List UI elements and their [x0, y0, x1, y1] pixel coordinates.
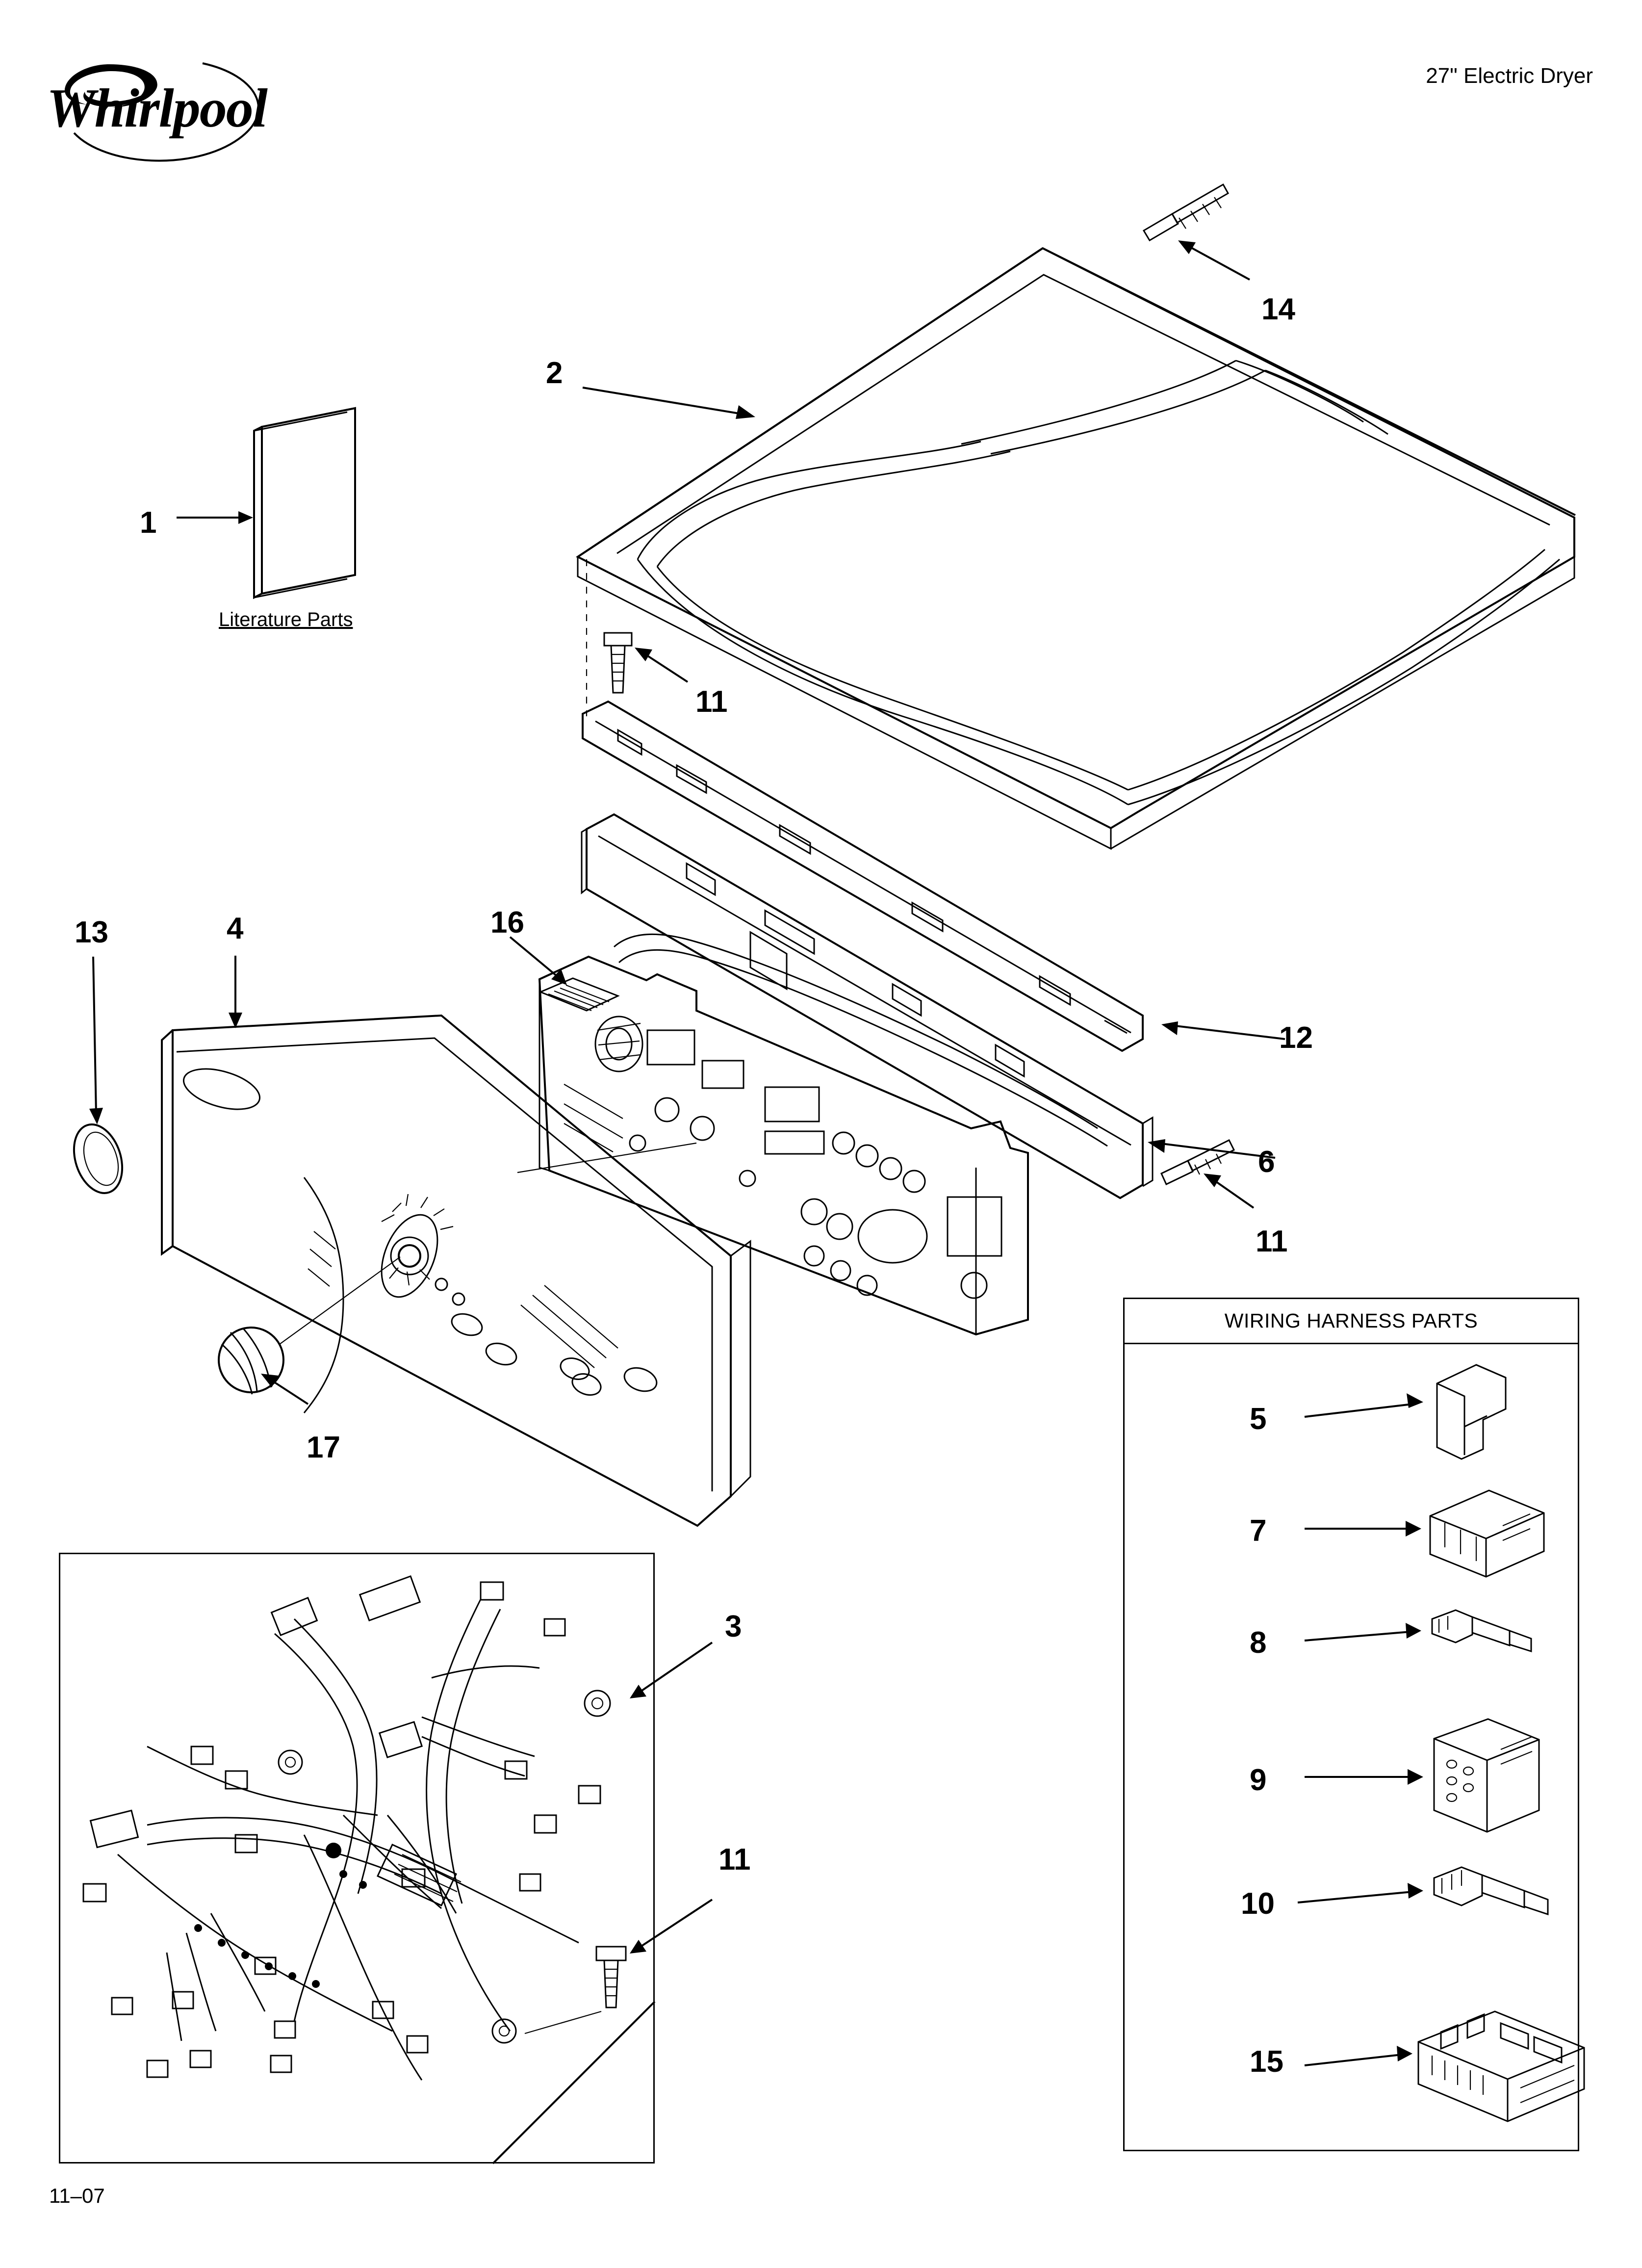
callout-3: 3: [725, 1610, 742, 1643]
wiring-harness-parts-box: [1123, 1298, 1579, 2151]
leader-16: [510, 937, 567, 985]
leader-1: [177, 511, 253, 524]
literature-parts-caption: Literature Parts: [219, 609, 353, 630]
callout-11-top: 11: [695, 685, 728, 719]
part-console-panel-4: [162, 1016, 750, 1526]
callout-1: 1: [140, 506, 157, 540]
callout-2: 2: [546, 356, 563, 390]
part-control-board-16: [539, 957, 1028, 1334]
callout-9: 9: [1250, 1763, 1267, 1797]
leader-4: [229, 956, 242, 1028]
leader-6: [1148, 1139, 1275, 1158]
callout-11-harness: 11: [718, 1843, 751, 1877]
footer-date: 11–07: [49, 2184, 105, 2207]
brand-wordmark: Whirlpool: [47, 78, 267, 139]
part-knob-17: [219, 1328, 283, 1394]
callout-10: 10: [1241, 1887, 1275, 1921]
part-screw-14: [1144, 184, 1228, 240]
callout-13: 13: [75, 915, 108, 949]
part-screw-11-top: [604, 633, 632, 693]
callout-17: 17: [307, 1431, 340, 1464]
part-console-base-6: [582, 814, 1153, 1198]
callout-15: 15: [1250, 2045, 1283, 2079]
leader-11-top: [635, 648, 688, 682]
leader-2: [583, 388, 755, 419]
leader-17: [261, 1374, 308, 1404]
whirlpool-logo: [47, 47, 360, 169]
wire-harness-box: [59, 1553, 655, 2164]
callout-16: 16: [490, 906, 524, 939]
leader-12: [1161, 1021, 1285, 1039]
callout-6: 6: [1258, 1145, 1275, 1179]
callout-8: 8: [1250, 1626, 1267, 1660]
callout-5: 5: [1250, 1402, 1267, 1436]
callout-14: 14: [1261, 292, 1295, 326]
leader-13: [89, 957, 103, 1124]
part-screw-11-right: [1161, 1140, 1234, 1184]
part-end-cap-13: [66, 1118, 130, 1199]
leader-14: [1178, 240, 1250, 280]
callout-11-right: 11: [1256, 1225, 1288, 1258]
callout-7: 7: [1250, 1514, 1267, 1548]
part-top-panel: [578, 248, 1575, 849]
document-title: 27" Electric Dryer: [1426, 64, 1593, 88]
callout-4: 4: [227, 912, 244, 945]
part-rear-bracket-12: [583, 702, 1143, 1051]
callout-12: 12: [1279, 1021, 1313, 1055]
part-literature-booklet: [254, 408, 355, 598]
wiring-harness-parts-title: WIRING HARNESS PARTS: [1125, 1299, 1578, 1344]
leader-11-right: [1204, 1173, 1254, 1208]
